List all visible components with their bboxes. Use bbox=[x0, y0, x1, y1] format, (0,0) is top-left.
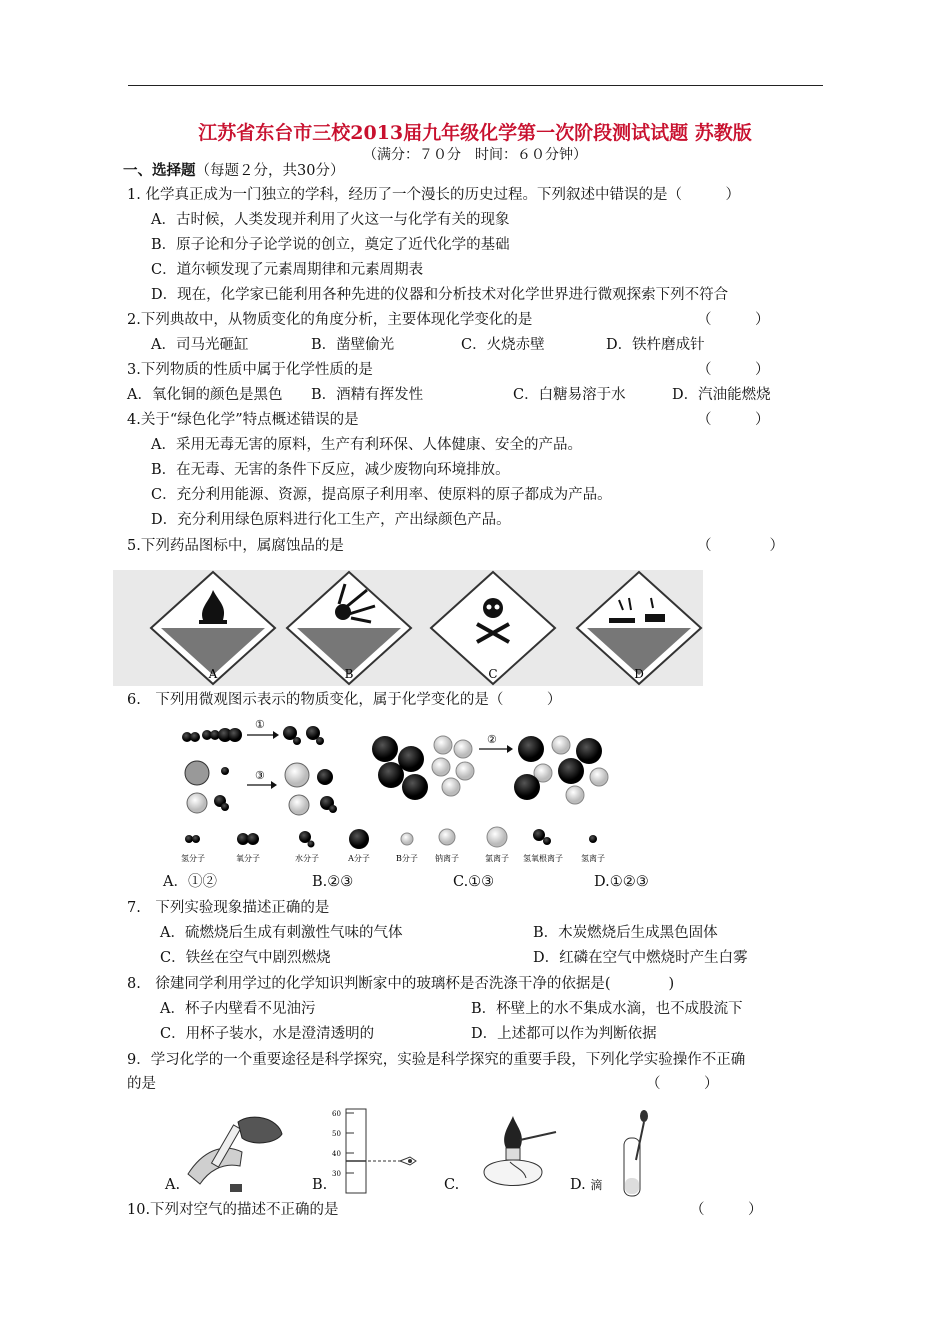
legend-h: 氢离子 bbox=[581, 854, 605, 863]
q2-paren: （ ） bbox=[697, 312, 770, 328]
q3-option-a: A．氧化铜的颜色是黑色 bbox=[127, 387, 283, 403]
legend-o2: 氧分子 bbox=[236, 854, 260, 863]
hazard-symbols-figure bbox=[113, 570, 703, 686]
q5-label-d: D bbox=[634, 667, 644, 681]
q3-paren: （ ） bbox=[697, 362, 770, 378]
cyl-tick-60: 60 bbox=[332, 1110, 341, 1118]
q7-option-d: D．红磷在空气中燃烧时产生白雾 bbox=[533, 950, 748, 966]
q3-option-b: B．酒精有挥发性 bbox=[311, 387, 424, 403]
top-rule bbox=[128, 85, 823, 86]
legend-b: B分子 bbox=[396, 854, 418, 863]
q2-option-d: D．铁杵磨成针 bbox=[606, 337, 705, 353]
q5-stem: 5.下列药品图标中，属腐蚀品的是 bbox=[127, 538, 344, 554]
q5-label-b: B bbox=[344, 667, 354, 681]
q9-option-d: D. 滴 bbox=[570, 1177, 603, 1193]
legend-oh: 氢氧根离子 bbox=[523, 854, 563, 863]
q5-paren: （ ） bbox=[697, 538, 784, 554]
q5-label-c: C bbox=[488, 667, 498, 681]
legend-h2: 氢分子 bbox=[181, 854, 205, 863]
q8-option-b: B．杯壁上的水不集成水滴，也不成股流下 bbox=[471, 1001, 743, 1017]
q6-option-c: C.①③ bbox=[453, 874, 495, 890]
legend-na: 钠离子 bbox=[435, 854, 459, 863]
q2-option-c: C．火烧赤壁 bbox=[461, 337, 545, 353]
q2-option-a: A．司马光砸缸 bbox=[151, 337, 249, 353]
q9-stem-line1: 9．学习化学的一个重要途径是科学探究，实验是科学探究的重要手段，下列化学实验操作不正确 bbox=[127, 1052, 746, 1068]
q7-option-a: A．硫燃烧后生成有刺激性气味的气体 bbox=[160, 925, 403, 941]
dropper-test-tube-figure bbox=[618, 1108, 658, 1200]
q9-option-c: C. bbox=[444, 1177, 460, 1193]
mark-3: ③ bbox=[255, 769, 265, 782]
q9-option-a: A. bbox=[165, 1177, 181, 1193]
q9-paren: （ ） bbox=[646, 1076, 719, 1092]
q10-stem: 10.下列对空气的描述不正确的是 bbox=[127, 1202, 339, 1218]
q3-option-c: C．白糖易溶于水 bbox=[513, 387, 626, 403]
cyl-tick-50: 50 bbox=[332, 1130, 341, 1138]
q1-stem: 1. 化学真正成为一门独立的学科，经历了一个漫长的历史过程。下列叙述中错误的是（ ） bbox=[127, 187, 740, 203]
section-heading: 一、选择题（每题２分，共30分） bbox=[123, 162, 345, 179]
q8-stem: 8. 徐建同学利用学过的化学知识判断家中的玻璃杯是否洗涤干净的依据是( ) bbox=[127, 976, 675, 992]
page-title: 江苏省东台市三校2013届九年级化学第一次阶段测试试题 苏教版 bbox=[198, 122, 752, 144]
q5-label-a: A bbox=[208, 667, 218, 681]
graduated-cylinder-figure bbox=[330, 1105, 420, 1195]
mark-1: ① bbox=[255, 718, 265, 731]
q9-stem-line2: 的是 bbox=[127, 1076, 156, 1092]
q8-option-a: A．杯子内壁看不见油污 bbox=[160, 1001, 316, 1017]
q4-option-b: B．在无毒、无害的条件下反应，减少废物向环境排放。 bbox=[151, 462, 510, 478]
pouring-liquid-figure bbox=[182, 1112, 292, 1194]
q4-option-d: D．充分利用绿色原料进行化工生产，产出绿颜色产品。 bbox=[151, 512, 511, 528]
q6-option-b: B.②③ bbox=[312, 874, 354, 890]
cyl-tick-30: 30 bbox=[332, 1170, 341, 1178]
q6-stem: 6. 下列用微观图示表示的物质变化，属于化学变化的是（ ） bbox=[127, 692, 562, 708]
cyl-tick-40: 40 bbox=[332, 1150, 341, 1158]
q9-option-b: B. bbox=[312, 1177, 328, 1193]
q6-option-a: A．①② bbox=[163, 874, 217, 890]
q8-option-c: C．用杯子装水，水是澄清透明的 bbox=[160, 1026, 375, 1042]
q3-option-d: D．汽油能燃烧 bbox=[672, 387, 771, 403]
mark-2: ② bbox=[487, 733, 497, 746]
alcohol-lamp-figure bbox=[466, 1112, 566, 1196]
legend-cl: 氯离子 bbox=[485, 854, 509, 863]
q7-option-b: B．木炭燃烧后生成黑色固体 bbox=[533, 925, 718, 941]
q7-stem: 7. 下列实验现象描述正确的是 bbox=[127, 900, 330, 916]
q4-paren: （ ） bbox=[697, 412, 770, 428]
q3-stem: 3.下列物质的性质中属于化学性质的是 bbox=[127, 362, 373, 378]
q1-option-d: D．现在，化学家已能利用各种先进的仪器和分析技术对化学世界进行微观探索下列不符合 bbox=[151, 287, 729, 303]
q2-stem: 2.下列典故中，从物质变化的角度分析，主要体现化学变化的是 bbox=[127, 312, 533, 328]
legend-a: A分子 bbox=[348, 854, 370, 863]
q7-option-c: C．铁丝在空气中剧烈燃烧 bbox=[160, 950, 331, 966]
reaction-1 bbox=[182, 718, 324, 745]
reaction-2 bbox=[372, 733, 608, 804]
q1-option-c: C．道尔顿发现了元素周期律和元素周期表 bbox=[151, 262, 424, 278]
q10-paren: （ ） bbox=[690, 1202, 763, 1218]
q4-option-a: A．采用无毒无害的原料，生产有利环保、人体健康、安全的产品。 bbox=[151, 437, 582, 453]
q1-option-b: B．原子论和分子论学说的创立，奠定了近代化学的基础 bbox=[151, 237, 510, 253]
q2-option-b: B．凿壁偷光 bbox=[311, 337, 395, 353]
legend bbox=[185, 827, 597, 849]
q4-option-c: C．充分利用能源、资源，提高原子利用率、使原料的原子都成为产品。 bbox=[151, 487, 612, 503]
q6-option-d: D.①②③ bbox=[594, 874, 649, 890]
microscopic-diagram bbox=[175, 715, 625, 865]
reaction-3 bbox=[185, 761, 337, 815]
q4-stem: 4.关于“绿色化学”特点概述错误的是 bbox=[127, 412, 359, 428]
legend-h2o: 水分子 bbox=[295, 854, 319, 863]
q1-option-a: A．古时候，人类发现并利用了火这一与化学有关的现象 bbox=[151, 212, 510, 228]
q8-option-d: D．上述都可以作为判断依据 bbox=[471, 1026, 657, 1042]
page-subtitle: （满分：７０分 时间：６０分钟） bbox=[363, 147, 587, 163]
